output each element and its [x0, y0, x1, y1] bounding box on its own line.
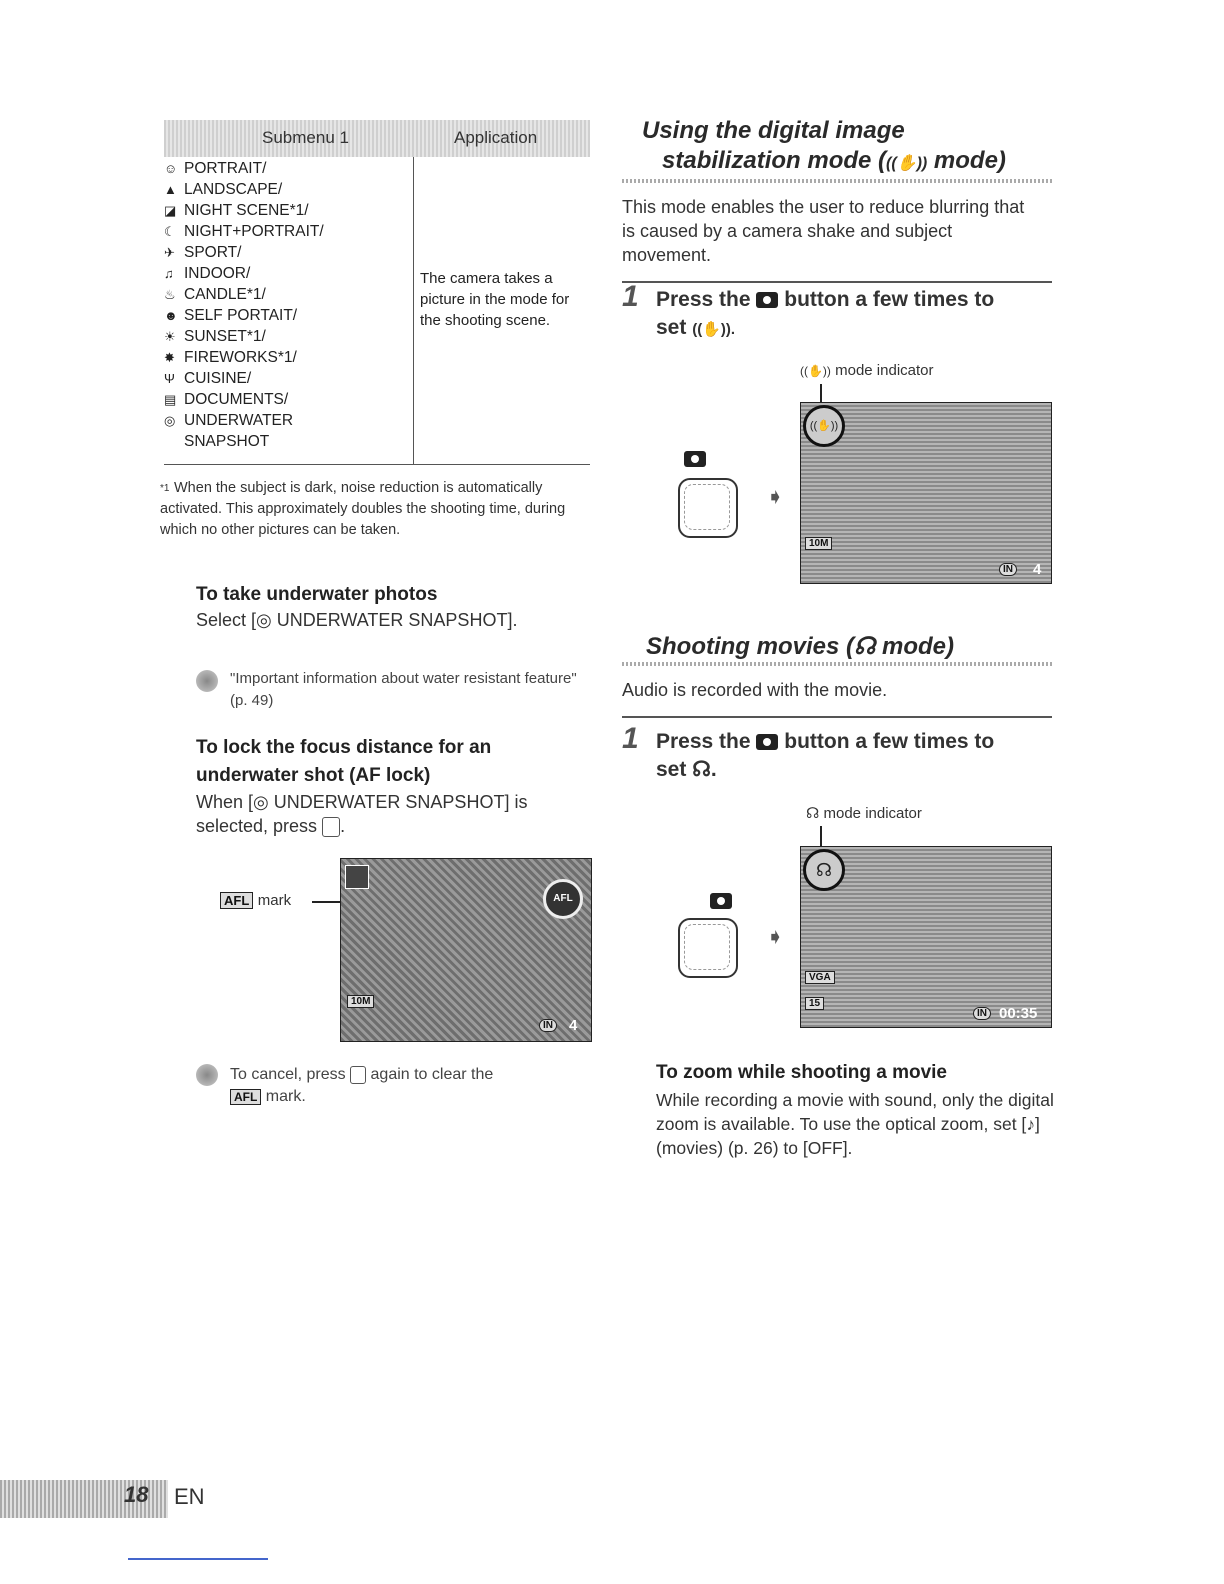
night-portrait-icon: ☾: [164, 224, 176, 239]
table-row: [164, 410, 324, 431]
select-prefix: Select [: [196, 610, 257, 630]
fireworks-icon: ✸: [164, 350, 175, 365]
underwater-info: [196, 670, 591, 709]
step-text-a: Press the: [656, 288, 751, 311]
memory-tag: IN: [539, 1019, 557, 1032]
section-rule: [622, 281, 1052, 283]
table-row: [164, 158, 324, 179]
table-row: [164, 263, 324, 284]
mode-button-inner: [684, 924, 730, 970]
scene-label: SELF PORTAIT/: [184, 307, 298, 324]
info-icon: [196, 1064, 218, 1086]
scene-label: SPORT/: [184, 244, 242, 261]
scene-label: CANDLE*1/: [184, 286, 266, 303]
footnote-text: When the subject is dark, noise reduction is automatically activated. This approximately doubles the shooting time, during which no other pictures can be taken.: [160, 480, 566, 538]
movie-icon: ☊: [854, 633, 876, 660]
application-text: The camera takes a picture in the mode for the shooting scene.: [420, 270, 570, 329]
movies-section: [622, 632, 1052, 718]
cancel-note: [196, 1064, 596, 1105]
title-underline: [622, 179, 1052, 183]
camera-button-icon: [710, 893, 732, 909]
afl-badge: AFL: [543, 879, 583, 919]
mode-button[interactable]: [678, 918, 738, 978]
table-row: [164, 200, 324, 221]
underwater-select-text: [196, 608, 517, 632]
indicator-label-text: mode indicator: [835, 362, 934, 379]
stabilization-icon: ((✋)): [886, 155, 928, 172]
table-row: [164, 179, 324, 200]
footer-link-line: [128, 1558, 268, 1560]
scene-label: NIGHT+PORTRAIT/: [184, 223, 324, 240]
cancel-text-1: To cancel, press: [230, 1066, 346, 1083]
stabilization-title-2: [622, 146, 1052, 179]
table-row: [164, 305, 324, 326]
scene-label: SUNSET*1/: [184, 328, 266, 345]
size-tag: 10M: [347, 995, 374, 1008]
scene-label: CUISINE/: [184, 370, 252, 387]
camera-button-icon: [684, 451, 706, 467]
memory-tag: IN: [999, 563, 1017, 576]
info-icon: [196, 670, 218, 692]
cancel-text-3: mark.: [265, 1088, 306, 1105]
landscape-icon: ▲: [164, 182, 177, 197]
step-text-c: set: [656, 316, 687, 339]
scene-mode-icon: [345, 865, 369, 889]
table-row: [164, 431, 324, 452]
section-rule: [622, 716, 1052, 718]
step-text-b: button a few times to: [784, 730, 995, 753]
ok-button-icon: [350, 1066, 366, 1084]
table-row: [164, 221, 324, 242]
movies-title-end: mode): [875, 633, 955, 660]
table-row: [164, 242, 324, 263]
table-bottom-rule: [164, 464, 590, 465]
size-tag: 10M: [805, 537, 832, 550]
stabilization-section: [622, 116, 1052, 283]
title-2-text: stabilization mode (: [662, 147, 887, 174]
candle-icon: ♨: [164, 287, 176, 302]
scene-label: SNAPSHOT: [184, 433, 270, 450]
af-body-1b: UNDERWATER SNAPSHOT] is: [268, 792, 528, 812]
table-row: [164, 389, 324, 410]
movie-indicator-icon: ☊: [806, 805, 820, 822]
underwater-icon: ◎: [164, 413, 176, 428]
night-scene-icon: ◪: [164, 203, 177, 218]
movie-indicator-label: [806, 804, 922, 822]
zoom-movie-body-end: ] (movies) (p. 26) to [OFF].: [656, 1114, 1040, 1158]
scene-label: UNDERWATER: [184, 412, 294, 429]
shots-remaining: 4: [1033, 561, 1042, 578]
step-text-a: Press the: [656, 730, 751, 753]
scene-label: NIGHT SCENE*1/: [184, 202, 309, 219]
stabilization-mode-badge: ((✋)): [803, 405, 845, 447]
microphone-icon: ♪: [1026, 1114, 1036, 1134]
underwater-icon: ◎: [253, 792, 269, 812]
recording-time: 00:35: [999, 1005, 1038, 1022]
af-body-2: selected, press: [196, 816, 318, 836]
title-underline: [622, 662, 1052, 666]
zoom-movie-body: While recording a movie with sound, only the digital zoom is available. To use the optical zoom, set [: [656, 1090, 1054, 1134]
table-row: [164, 368, 324, 389]
mode-button-inner: [684, 484, 730, 530]
portrait-icon: ☺: [164, 161, 178, 176]
af-lock-section: [196, 734, 596, 838]
scene-label: FIREWORKS*1/: [184, 349, 297, 366]
camera-button-icon: [756, 292, 778, 308]
underwater-info-text: "Important information about water resistant feature" (p. 49): [230, 670, 577, 709]
scene-label: INDOOR/: [184, 265, 251, 282]
table-row: [164, 347, 324, 368]
movie-mode-badge: ☊: [803, 849, 845, 891]
underwater-title: To take underwater photos: [196, 584, 438, 605]
language-label: EN: [174, 1484, 205, 1509]
zoom-movie-section: [656, 1062, 1056, 1160]
movies-title: [622, 632, 1052, 662]
movies-title-text: Shooting movies (: [646, 633, 855, 660]
table-rows: [164, 158, 324, 452]
af-body-2b: .: [340, 816, 346, 836]
sunset-icon: ☀: [164, 329, 176, 344]
movie-screen-image: [800, 846, 1052, 1028]
movie-mode-icon: ☊.: [692, 758, 717, 781]
indicator-label-text: mode indicator: [823, 805, 922, 822]
af-lock-title-1: To lock the focus distance for an: [196, 737, 492, 758]
underwater-icon: ◎: [256, 610, 272, 630]
memory-tag: IN: [973, 1007, 991, 1020]
select-text: UNDERWATER SNAPSHOT].: [271, 610, 518, 630]
step-number: 1: [622, 280, 639, 313]
documents-icon: ▤: [164, 392, 177, 407]
afl-mark-callout: [220, 892, 291, 910]
header-application: Application: [454, 128, 538, 147]
mode-button[interactable]: [678, 478, 738, 538]
title-2-end: mode): [927, 147, 1006, 174]
step-number: 1: [622, 722, 639, 755]
scene-label: DOCUMENTS/: [184, 391, 289, 408]
scene-label: PORTRAIT/: [184, 160, 267, 177]
af-body-1: When [: [196, 792, 254, 812]
footnote-marker: *1: [160, 483, 170, 494]
arrow-right-icon: ➧: [766, 924, 785, 949]
arrow-right-icon: ➧: [766, 484, 785, 509]
ok-button-icon: [322, 817, 340, 837]
underwater-section: [196, 584, 517, 632]
afl-screen-image: [340, 858, 592, 1042]
shots-remaining: 4: [569, 1017, 578, 1034]
stabilization-body: This mode enables the user to reduce blurring that is caused by a camera shake and subject movement.: [622, 197, 1025, 265]
movies-body: Audio is recorded with the movie.: [622, 680, 888, 700]
sport-icon: ✈: [164, 245, 175, 260]
stabilization-title-1: Using the digital image: [642, 117, 905, 144]
table-divider: [413, 157, 414, 465]
afl-mark-label: mark: [257, 892, 292, 909]
step-text-c: set: [656, 758, 687, 781]
resolution-tag: VGA: [805, 971, 835, 984]
table-header: [164, 120, 590, 157]
stabilization-mode-icon: ((✋)).: [692, 321, 736, 338]
page-number: 18: [124, 1482, 149, 1507]
zoom-movie-title: To zoom while shooting a movie: [656, 1062, 947, 1083]
cancel-text-2: again to clear the: [370, 1066, 494, 1083]
header-submenu: Submenu 1: [262, 128, 349, 147]
afl-mark-icon: AFL: [220, 892, 253, 909]
cuisine-icon: Ψ: [164, 371, 175, 386]
table-row: [164, 326, 324, 347]
self-portrait-icon: ☻: [164, 308, 178, 323]
step-text-b: button a few times to: [784, 288, 995, 311]
stabilization-indicator-icon: ((✋)): [800, 364, 831, 378]
fps-tag: 15: [805, 997, 824, 1010]
indoor-icon: ♫: [164, 266, 174, 281]
scene-label: LANDSCAPE/: [184, 181, 283, 198]
table-row: [164, 284, 324, 305]
stabilization-screen-image: [800, 402, 1052, 584]
camera-button-icon: [756, 734, 778, 750]
stabilization-indicator-label: [800, 362, 934, 379]
afl-mark-icon: AFL: [230, 1089, 261, 1105]
footnote: [160, 478, 595, 541]
af-lock-title-2: underwater shot (AF lock): [196, 765, 431, 786]
